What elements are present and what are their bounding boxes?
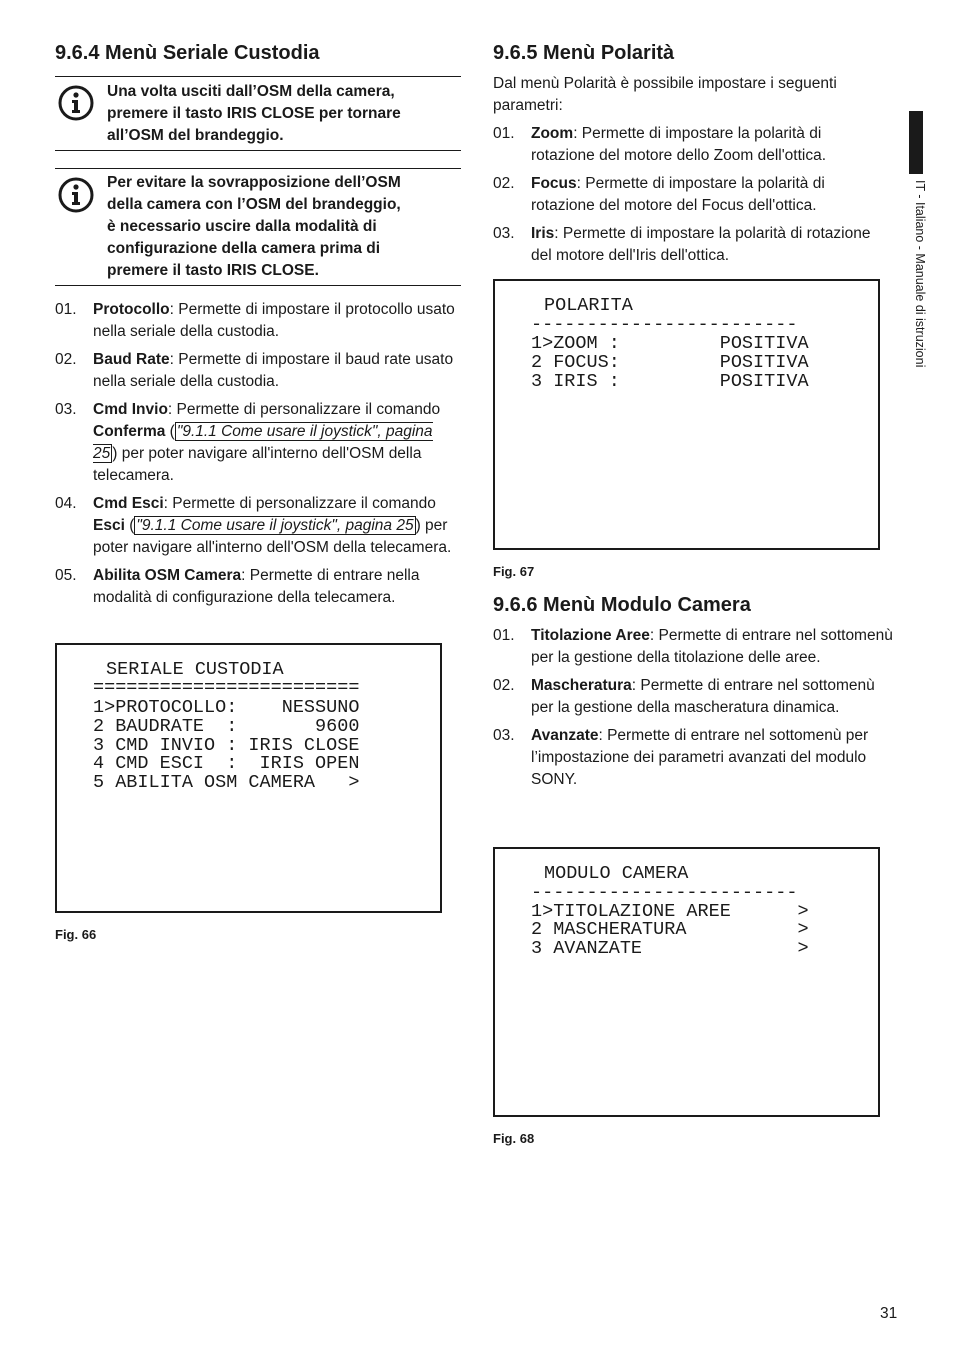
note-line: all’OSM del brandeggio. <box>107 127 284 144</box>
item-description: : Permette di impostare la polarità di rotazione del motore dell'Iris dell'ottica. <box>531 225 871 264</box>
item-paren: ( <box>165 423 175 440</box>
osm-screen-seriale-custodia <box>55 643 442 913</box>
item-term: Mascheratura <box>531 677 632 694</box>
screen-divider: ------------------------ <box>531 314 798 335</box>
note-line: è necessario uscire dalla modalità di <box>107 218 377 235</box>
cross-reference-link[interactable]: "9.1.1 Come usare il joystick", pagina 25 <box>93 423 433 462</box>
item-number: 04. <box>55 495 77 512</box>
item-description: : Permette di entrare nel sottomenù per la gestione della mascheratura dinamica. <box>531 677 875 716</box>
note-line: Una volta usciti dall’OSM della camera, <box>107 83 395 100</box>
side-language-label: IT - Italiano - Manuale di istruzioni <box>913 180 927 368</box>
intro-paragraph: Dal menù Polarità è possibile impostare i seguenti parametri: <box>493 75 837 114</box>
list-item <box>55 399 455 487</box>
param-list-seriale <box>55 299 455 615</box>
figure-caption: Fig. 68 <box>493 1131 535 1146</box>
list-item <box>493 223 883 267</box>
list-item <box>493 725 898 791</box>
item-command: Conferma <box>93 423 166 440</box>
item-description: : Permette di personalizzare il comando <box>163 495 436 512</box>
note-line: configurazione della camera prima di <box>107 240 381 257</box>
item-term: Iris <box>531 225 555 242</box>
note-line: della camera con l’OSM del brandeggio, <box>107 196 401 213</box>
item-term: Baud Rate <box>93 351 170 368</box>
item-term: Avanzate <box>531 727 599 744</box>
item-term: Abilita OSM Camera <box>93 567 242 584</box>
item-term: Cmd Esci <box>93 495 164 512</box>
item-description: ) per poter navigare all'interno dell'OSM della telecamera. <box>93 517 452 556</box>
screen-menu-row: 2 FOCUS: POSITIVA <box>531 352 809 373</box>
param-list-modulo-camera <box>493 625 898 797</box>
item-number: 02. <box>493 175 515 192</box>
item-number: 03. <box>493 225 515 242</box>
item-number: 01. <box>493 627 515 644</box>
list-item <box>493 173 883 217</box>
list-item <box>55 493 455 559</box>
item-description: ) per poter navigare all'interno dell'OSM della telecamera. <box>93 445 422 484</box>
cross-reference-link[interactable]: "9.1.1 Come usare il joystick", pagina 25 <box>136 517 414 534</box>
screen-menu-row: 2 MASCHERATURA > <box>531 919 809 940</box>
screen-title: MODULO CAMERA <box>544 863 689 884</box>
note-line: premere il tasto IRIS CLOSE. <box>107 262 319 279</box>
screen-menu-row: 5 ABILITA OSM CAMERA > <box>93 772 360 793</box>
item-description: : Permette di entrare nel sottomenù per l’impostazione dei parametri avanzati del modulo SONY. <box>531 727 869 788</box>
info-icon <box>58 85 94 121</box>
item-number: 03. <box>55 401 77 418</box>
screen-title: POLARITA <box>544 295 633 316</box>
item-number: 02. <box>493 677 515 694</box>
screen-menu-row: 1>PROTOCOLLO: NESSUNO <box>93 697 360 718</box>
item-term: Focus <box>531 175 577 192</box>
note-text <box>107 81 447 147</box>
screen-menu-row: 3 CMD INVIO : IRIS CLOSE <box>93 735 360 756</box>
item-term: Titolazione Aree <box>531 627 650 644</box>
param-list-polarita <box>493 123 883 273</box>
item-command: Esci <box>93 517 125 534</box>
item-number: 05. <box>55 567 77 584</box>
screen-menu-row: 3 IRIS : POSITIVA <box>531 371 809 392</box>
screen-menu-row: 2 BAUDRATE : 9600 <box>93 716 360 737</box>
side-thumb-tab <box>909 111 923 174</box>
section-heading-seriale-custodia: 9.6.4 Menù Seriale Custodia <box>55 42 320 64</box>
item-description: : Permette di impostare il baud rate usato nella seriale della custodia. <box>93 351 454 390</box>
section-heading-polarita: 9.6.5 Menù Polarità <box>493 42 675 64</box>
screen-menu-row: 1>ZOOM : POSITIVA <box>531 333 809 354</box>
item-term: Zoom <box>531 125 574 142</box>
figure-caption: Fig. 67 <box>493 564 535 579</box>
item-description: : Permette di impostare il protocollo usato nella seriale della custodia. <box>93 301 455 340</box>
item-number: 03. <box>493 727 515 744</box>
screen-menu-row: 4 CMD ESCI : IRIS OPEN <box>93 753 360 774</box>
list-item <box>55 565 455 609</box>
page-number: 31 <box>880 1305 898 1322</box>
screen-menu-row: 3 AVANZATE > <box>531 938 809 959</box>
list-item <box>55 299 455 343</box>
screen-divider: ======================== <box>93 677 360 698</box>
item-paren: ( <box>124 517 135 534</box>
item-description: : Permette di entrare nella modalità di configurazione della telecamera. <box>93 567 420 606</box>
item-description: : Permette di impostare la polarità di rotazione del motore del Focus dell'ottica. <box>531 175 825 214</box>
item-term: Protocollo <box>93 301 170 318</box>
screen-title: SERIALE CUSTODIA <box>106 659 284 680</box>
osm-screen-modulo-camera <box>493 847 880 1117</box>
item-description: : Permette di impostare la polarità di rotazione del motore dello Zoom dell'ottica. <box>531 125 827 164</box>
note-line: premere il tasto IRIS CLOSE per tornare <box>107 105 401 122</box>
item-number: 01. <box>55 301 77 318</box>
note-text <box>107 172 447 282</box>
section-heading-modulo-camera: 9.6.6 Menù Modulo Camera <box>493 594 751 616</box>
info-note-2 <box>55 168 461 286</box>
list-item <box>493 675 898 719</box>
screen-divider: ------------------------ <box>531 882 798 903</box>
figure-caption: Fig. 66 <box>55 927 97 942</box>
item-number: 01. <box>493 125 515 142</box>
list-item <box>493 625 898 669</box>
screen-menu-row: 1>TITOLAZIONE AREE > <box>531 901 809 922</box>
note-line: Per evitare la sovrapposizione dell’OSM <box>107 174 401 191</box>
info-icon <box>58 177 94 213</box>
list-item <box>493 123 883 167</box>
osm-screen-polarita <box>493 279 880 550</box>
list-item <box>55 349 455 393</box>
item-description: : Permette di personalizzare il comando <box>167 401 441 418</box>
item-description: : Permette di entrare nel sottomenù per la gestione della titolazione delle aree. <box>531 627 893 666</box>
info-note-1 <box>55 76 461 151</box>
item-term: Cmd Invio <box>93 401 168 418</box>
item-number: 02. <box>55 351 77 368</box>
